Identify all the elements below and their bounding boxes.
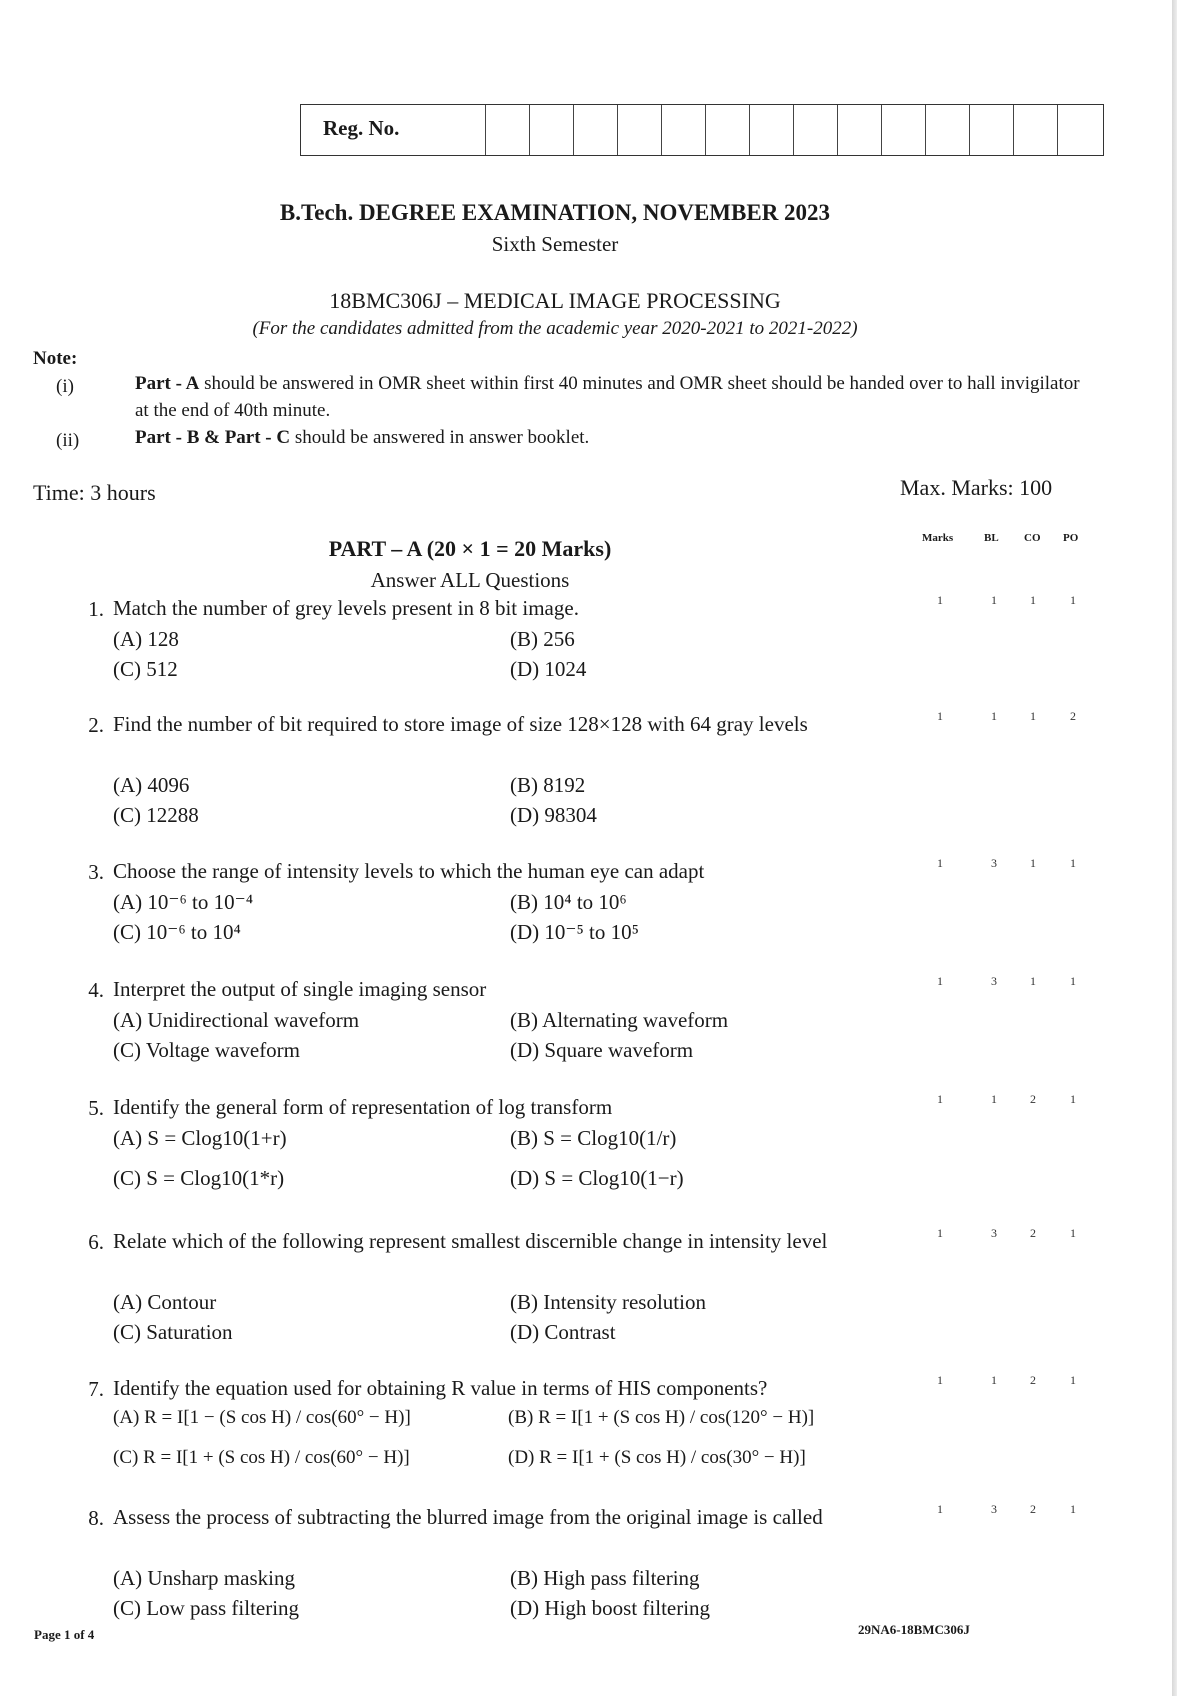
marks-value: 1: [937, 1092, 943, 1106]
option-b: (B) Alternating waveform: [510, 1008, 729, 1032]
question-text: Identify the general form of representation of log transform: [113, 1095, 613, 1119]
po-value: 1: [1070, 1092, 1076, 1106]
question-text: Relate which of the following represent smallest discernible change in intensity level: [113, 1229, 828, 1253]
marks-value: 1: [937, 974, 943, 988]
po-value: 1: [1070, 974, 1076, 988]
option-b: (B) 10⁴ to 10⁶: [510, 890, 627, 914]
note-item: [135, 370, 1095, 424]
reg-cell: [925, 105, 926, 155]
option-c: (C) Voltage waveform: [113, 1038, 301, 1062]
option-b: (B) R = I[1 + (S cos H) / cos(120° − H)]: [508, 1407, 815, 1428]
reg-cell: [969, 105, 970, 155]
note-num: (i): [56, 376, 74, 397]
reg-cell: [485, 105, 486, 155]
reg-cell: [529, 105, 530, 155]
option-a: (A) Unidirectional waveform: [113, 1008, 360, 1032]
time-allowed: Time: 3 hours: [33, 480, 156, 505]
question-text: Match the number of grey levels present in 8 bit image.: [113, 596, 579, 620]
co-value: 1: [1030, 856, 1036, 870]
po-value: 1: [1070, 1226, 1076, 1240]
part-a-instruction: Answer ALL Questions: [370, 568, 570, 592]
reg-cell: [749, 105, 750, 155]
reg-cell: [573, 105, 574, 155]
bl-value: 1: [991, 1373, 997, 1387]
option-a: (A) 128: [113, 627, 179, 651]
co-value: 2: [1030, 1373, 1036, 1387]
bl-value: 1: [991, 709, 997, 723]
option-a: (A) S = Clog10(1+r): [113, 1126, 287, 1150]
co-value: 1: [1030, 974, 1036, 988]
option-c: (C) 512: [113, 657, 178, 681]
po-value: 1: [1070, 593, 1076, 607]
bl-value: 3: [991, 856, 997, 870]
marks-value: 1: [937, 856, 943, 870]
marks-value: 1: [937, 1502, 943, 1516]
col-marks: Marks: [922, 532, 954, 544]
admitted-note: (For the candidates admitted from the academic year 2020-2021 to 2021-2022): [252, 318, 858, 339]
reg-cell: [617, 105, 618, 155]
question-number: 4.: [88, 978, 104, 1002]
po-value: 1: [1070, 856, 1076, 870]
co-value: 2: [1030, 1092, 1036, 1106]
col-bl: BL: [984, 532, 999, 544]
option-c: (C) Saturation: [113, 1320, 233, 1344]
note-text: should be answered in OMR sheet within first 40 minutes and OMR sheet should be handed over to hall invigilator at the end of 40th minute.: [135, 373, 1080, 421]
reg-cell: [705, 105, 706, 155]
option-b: (B) 256: [510, 627, 575, 651]
option-c: (C) R = I[1 + (S cos H) / cos(60° − H)]: [113, 1447, 410, 1468]
option-d: (D) R = I[1 + (S cos H) / cos(30° − H)]: [508, 1447, 806, 1468]
po-value: 1: [1070, 1502, 1076, 1516]
option-c: (C) 10⁻⁶ to 10⁴: [113, 920, 241, 944]
question-number: 7.: [88, 1377, 104, 1401]
option-a: (A) Unsharp masking: [113, 1566, 295, 1590]
note-item: [135, 424, 1095, 451]
option-a: (A) 4096: [113, 773, 190, 797]
po-value: 2: [1070, 709, 1076, 723]
po-value: 1: [1070, 1373, 1076, 1387]
co-value: 1: [1030, 593, 1036, 607]
page-number: Page 1 of 4: [34, 1627, 95, 1642]
marks-value: 1: [937, 593, 943, 607]
option-d: (D) High boost filtering: [510, 1596, 711, 1620]
course-title: 18BMC306J – MEDICAL IMAGE PROCESSING: [329, 288, 781, 313]
question-text: Find the number of bit required to store image of size 128×128 with 64 gray levels: [113, 712, 808, 736]
note-bold: Part - B & Part - C: [135, 427, 291, 448]
question-number: 8.: [88, 1506, 104, 1530]
reg-no-label: Reg. No.: [323, 116, 400, 140]
reg-cell: [793, 105, 794, 155]
question-number: 6.: [88, 1230, 104, 1254]
option-a: (A) Contour: [113, 1290, 217, 1314]
option-b: (B) 8192: [510, 773, 586, 797]
reg-cell: [661, 105, 662, 155]
marks-value: 1: [937, 709, 943, 723]
option-d: (D) 10⁻⁵ to 10⁵: [510, 920, 639, 944]
option-b: (B) High pass filtering: [510, 1566, 700, 1590]
note-num: (ii): [56, 430, 80, 451]
question-text: Choose the range of intensity levels to which the human eye can adapt: [113, 859, 705, 883]
question-text: Identify the equation used for obtaining R value in terms of HIS components?: [113, 1376, 768, 1400]
option-a: (A) R = I[1 − (S cos H) / cos(60° − H)]: [113, 1407, 411, 1428]
reg-cell: [881, 105, 882, 155]
question-number: 3.: [88, 860, 104, 884]
bl-value: 3: [991, 1226, 997, 1240]
co-value: 2: [1030, 1226, 1036, 1240]
option-d: (D) 1024: [510, 657, 587, 681]
reg-cell: [1057, 105, 1058, 155]
option-d: (D) Contrast: [510, 1320, 616, 1344]
note-heading: Note:: [33, 348, 78, 369]
page-edge-shadow: [1172, 0, 1177, 1696]
bl-value: 1: [991, 593, 997, 607]
marks-value: 1: [937, 1226, 943, 1240]
option-c: (C) Low pass filtering: [113, 1596, 300, 1620]
bl-value: 3: [991, 1502, 997, 1516]
question-number: 2.: [88, 713, 104, 737]
option-d: (D) 98304: [510, 803, 597, 827]
option-c: (C) S = Clog10(1*r): [113, 1166, 285, 1190]
co-value: 1: [1030, 709, 1036, 723]
option-a: (A) 10⁻⁶ to 10⁻⁴: [113, 890, 254, 914]
bl-value: 1: [991, 1092, 997, 1106]
option-d: (D) S = Clog10(1−r): [510, 1166, 684, 1190]
semester: Sixth Semester: [491, 232, 619, 256]
marks-value: 1: [937, 1373, 943, 1387]
question-number: 5.: [88, 1096, 104, 1120]
col-co: CO: [1024, 532, 1041, 544]
option-c: (C) 12288: [113, 803, 199, 827]
col-po: PO: [1063, 532, 1079, 544]
reg-no-box: [300, 104, 1104, 156]
reg-cell: [837, 105, 838, 155]
part-a-title: PART – A (20 × 1 = 20 Marks): [328, 536, 612, 561]
option-b: (B) Intensity resolution: [510, 1290, 706, 1314]
max-marks: Max. Marks: 100: [900, 475, 1053, 500]
bl-value: 3: [991, 974, 997, 988]
note-bold: Part - A: [135, 373, 200, 394]
exam-title: B.Tech. DEGREE EXAMINATION, NOVEMBER 2023: [279, 200, 831, 225]
reg-cell: [1013, 105, 1014, 155]
note-text: should be answered in answer booklet.: [290, 427, 590, 448]
paper-code: 29NA6-18BMC306J: [858, 1622, 970, 1637]
option-b: (B) S = Clog10(1/r): [510, 1126, 677, 1150]
question-text: Assess the process of subtracting the blurred image from the original image is called: [113, 1505, 823, 1529]
question-text: Interpret the output of single imaging sensor: [113, 977, 487, 1001]
option-d: (D) Square waveform: [510, 1038, 694, 1062]
co-value: 2: [1030, 1502, 1036, 1516]
question-number: 1.: [88, 597, 104, 621]
